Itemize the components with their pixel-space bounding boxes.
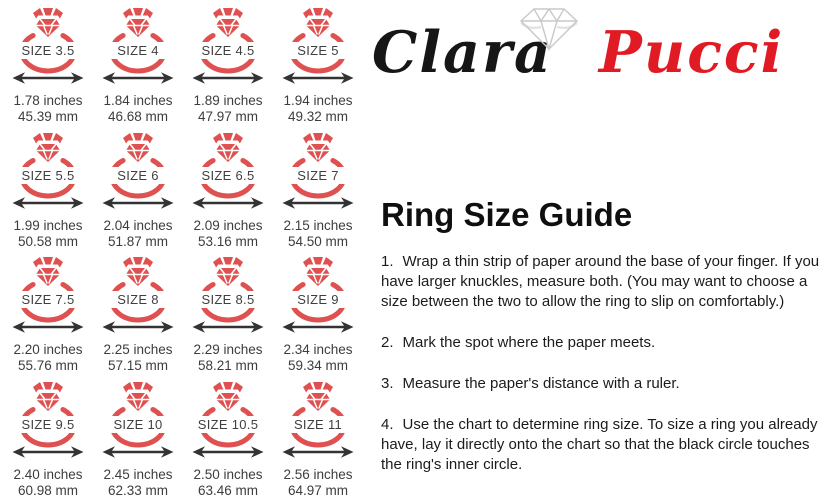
ring-size-cell	[183, 130, 273, 255]
diamond-gem-icon	[34, 142, 63, 165]
diameter-arrow-icon	[283, 197, 354, 208]
ring-circumference-inches: 2.20 inches	[13, 342, 83, 357]
diamond-gem-icon	[304, 142, 333, 165]
diameter-arrow-icon	[103, 321, 174, 332]
ring-circumference-inches: 2.40 inches	[13, 466, 83, 482]
ring-size-cell	[93, 379, 183, 501]
diamond-gem-icon	[304, 266, 333, 289]
ring-illustration	[96, 254, 180, 334]
diamond-gem-icon	[124, 17, 153, 40]
diameter-arrow-icon	[13, 446, 84, 457]
ring-size-label: SIZE 4	[108, 42, 168, 59]
diamond-gem-icon	[304, 391, 333, 414]
ring-size-label: SIZE 5	[288, 42, 348, 59]
guide-title: Ring Size Guide	[381, 196, 633, 233]
ring-size-cell	[3, 5, 93, 130]
diamond-gem-icon	[34, 17, 63, 40]
step-text: Wrap a thin strip of paper around the base of your finger. If you have larger knuckles, measure both. (You may want to choose a size between the two to allow the ring to slip on comfortably.)	[381, 253, 820, 310]
ring-size-label: SIZE 10.5	[197, 416, 259, 432]
ring-size-label: SIZE 6	[108, 167, 168, 184]
diamond-gem-icon	[214, 266, 243, 289]
ring-circumference-inches: 1.94 inches	[283, 93, 353, 108]
ring-illustration	[276, 254, 360, 334]
ring-size-cell	[93, 254, 183, 379]
step-number: 4.	[381, 416, 394, 433]
ring-illustration	[186, 130, 270, 210]
guide-step-4	[381, 415, 833, 475]
ring-measurements	[273, 93, 363, 125]
ring-circumference-mm: 57.15 mm	[107, 358, 169, 373]
diameter-arrow-icon	[103, 446, 174, 457]
ring-size-label: SIZE 6.5	[198, 167, 258, 184]
step-number: 3.	[381, 375, 394, 392]
diameter-arrow-icon	[193, 446, 264, 457]
ring-circumference-mm: 53.16 mm	[197, 233, 259, 249]
diamond-gem-icon	[214, 142, 243, 165]
ring-measurements	[183, 218, 273, 250]
diameter-arrow-icon	[283, 321, 354, 332]
ring-circumference-inches: 2.50 inches	[193, 466, 263, 482]
guide-step-2	[381, 333, 833, 353]
ring-size-label: SIZE 4.5	[198, 42, 258, 59]
ring-illustration	[276, 130, 360, 210]
ring-size-cell	[3, 254, 93, 379]
brand-name-pucci: Pucci	[598, 19, 785, 86]
ring-circumference-inches: 1.89 inches	[193, 93, 263, 108]
ring-measurements	[93, 218, 183, 250]
ring-circumference-inches: 1.99 inches	[13, 217, 83, 233]
ring-circumference-inches: 2.09 inches	[193, 217, 263, 233]
ring-size-label: SIZE 5.5	[18, 167, 78, 184]
diameter-arrow-icon	[193, 72, 264, 83]
ring-circumference-mm: 45.39 mm	[17, 109, 79, 124]
ring-circumference-mm: 54.50 mm	[287, 233, 349, 249]
ring-circumference-mm: 62.33 mm	[107, 482, 169, 498]
ring-circumference-mm: 60.98 mm	[17, 482, 79, 498]
ring-size-cell	[183, 5, 273, 130]
step-text: Use the chart to determine ring size. To size a ring you already have, lay it directly onto the chart so that the black circle touches the ring's inner circle.	[381, 416, 818, 473]
ring-measurements	[273, 218, 363, 250]
ring-illustration	[186, 254, 270, 334]
ring-circumference-inches: 2.29 inches	[193, 342, 263, 357]
guide-step-1	[381, 252, 833, 312]
ring-circumference-mm: 51.87 mm	[107, 233, 169, 249]
ring-size-cell	[183, 379, 273, 501]
ring-circumference-inches: 2.04 inches	[103, 217, 173, 233]
ring-size-grid	[3, 5, 363, 501]
diamond-gem-icon	[124, 142, 153, 165]
step-number: 2.	[381, 334, 394, 351]
step-number: 1.	[381, 253, 394, 270]
ring-size-label: SIZE 9.5	[18, 416, 78, 433]
ring-size-cell	[273, 5, 363, 130]
diameter-arrow-icon	[13, 321, 84, 332]
ring-measurements	[3, 218, 93, 250]
ring-measurements	[3, 93, 93, 125]
ring-circumference-inches: 2.45 inches	[103, 466, 173, 482]
ring-size-cell	[3, 379, 93, 501]
diamond-gem-icon	[124, 266, 153, 289]
ring-size-label: SIZE 9	[288, 291, 348, 308]
ring-circumference-inches: 2.25 inches	[103, 342, 173, 357]
diamond-gem-icon	[34, 266, 63, 289]
ring-circumference-mm: 47.97 mm	[197, 109, 259, 124]
diameter-arrow-icon	[103, 72, 174, 83]
brand-name-clara: Clara	[372, 19, 553, 86]
ring-size-cell	[183, 254, 273, 379]
ring-size-cell	[273, 130, 363, 255]
diameter-arrow-icon	[13, 197, 84, 208]
diameter-arrow-icon	[13, 72, 84, 83]
ring-circumference-inches: 2.34 inches	[283, 342, 353, 357]
ring-size-label: SIZE 7.5	[18, 291, 78, 308]
diameter-arrow-icon	[193, 197, 264, 208]
ring-measurements	[183, 467, 273, 499]
ring-size-label: SIZE 10	[108, 416, 168, 433]
diamond-gem-icon	[214, 17, 243, 40]
ring-measurements	[93, 342, 183, 374]
ring-measurements	[3, 342, 93, 374]
ring-size-label: SIZE 8.5	[198, 291, 258, 308]
diameter-arrow-icon	[103, 197, 174, 208]
ring-circumference-mm: 49.32 mm	[287, 109, 349, 124]
ring-illustration	[186, 379, 270, 459]
diamond-outline-icon	[519, 4, 579, 52]
ring-size-label: SIZE 11	[288, 416, 348, 433]
ring-circumference-inches: 2.56 inches	[283, 466, 353, 482]
ring-size-cell	[3, 130, 93, 255]
step-text: Mark the spot where the paper meets.	[402, 334, 656, 351]
ring-size-label: SIZE 7	[288, 167, 348, 184]
ring-circumference-mm: 46.68 mm	[107, 109, 169, 124]
ring-measurements	[183, 93, 273, 125]
ring-circumference-mm: 58.21 mm	[197, 358, 259, 373]
diamond-gem-icon	[304, 17, 333, 40]
ring-size-cell	[93, 130, 183, 255]
ring-illustration	[276, 5, 360, 85]
ring-illustration	[6, 5, 90, 85]
ring-circumference-mm: 64.97 mm	[287, 482, 349, 498]
ring-size-cell	[93, 5, 183, 130]
ring-circumference-mm: 50.58 mm	[17, 233, 79, 249]
diameter-arrow-icon	[283, 72, 354, 83]
ring-illustration	[6, 254, 90, 334]
ring-circumference-inches: 1.84 inches	[103, 93, 173, 108]
guide-steps	[381, 252, 833, 496]
ring-circumference-mm: 63.46 mm	[197, 482, 259, 498]
ring-illustration	[96, 5, 180, 85]
guide-step-3	[381, 374, 833, 394]
ring-illustration	[96, 379, 180, 459]
ring-measurements	[3, 467, 93, 499]
diameter-arrow-icon	[193, 321, 264, 332]
ring-circumference-inches: 1.78 inches	[13, 93, 83, 108]
ring-measurements	[93, 467, 183, 499]
ring-measurements	[183, 342, 273, 374]
ring-size-cell	[273, 254, 363, 379]
ring-measurements	[273, 467, 363, 499]
ring-circumference-inches: 2.15 inches	[283, 217, 353, 233]
step-text: Measure the paper's distance with a ruler.	[402, 375, 680, 392]
ring-illustration	[6, 130, 90, 210]
ring-illustration	[186, 5, 270, 85]
diamond-gem-icon	[214, 391, 243, 414]
ring-measurements	[93, 93, 183, 125]
ring-size-label: SIZE 8	[108, 291, 168, 308]
diamond-gem-icon	[124, 391, 153, 414]
ring-circumference-mm: 55.76 mm	[17, 358, 79, 373]
ring-size-cell	[273, 379, 363, 501]
ring-illustration	[276, 379, 360, 459]
ring-size-label: SIZE 3.5	[18, 42, 78, 59]
ring-illustration	[6, 379, 90, 459]
diamond-gem-icon	[34, 391, 63, 414]
diameter-arrow-icon	[283, 446, 354, 457]
ring-measurements	[273, 342, 363, 374]
ring-circumference-mm: 59.34 mm	[287, 358, 349, 373]
ring-illustration	[96, 130, 180, 210]
